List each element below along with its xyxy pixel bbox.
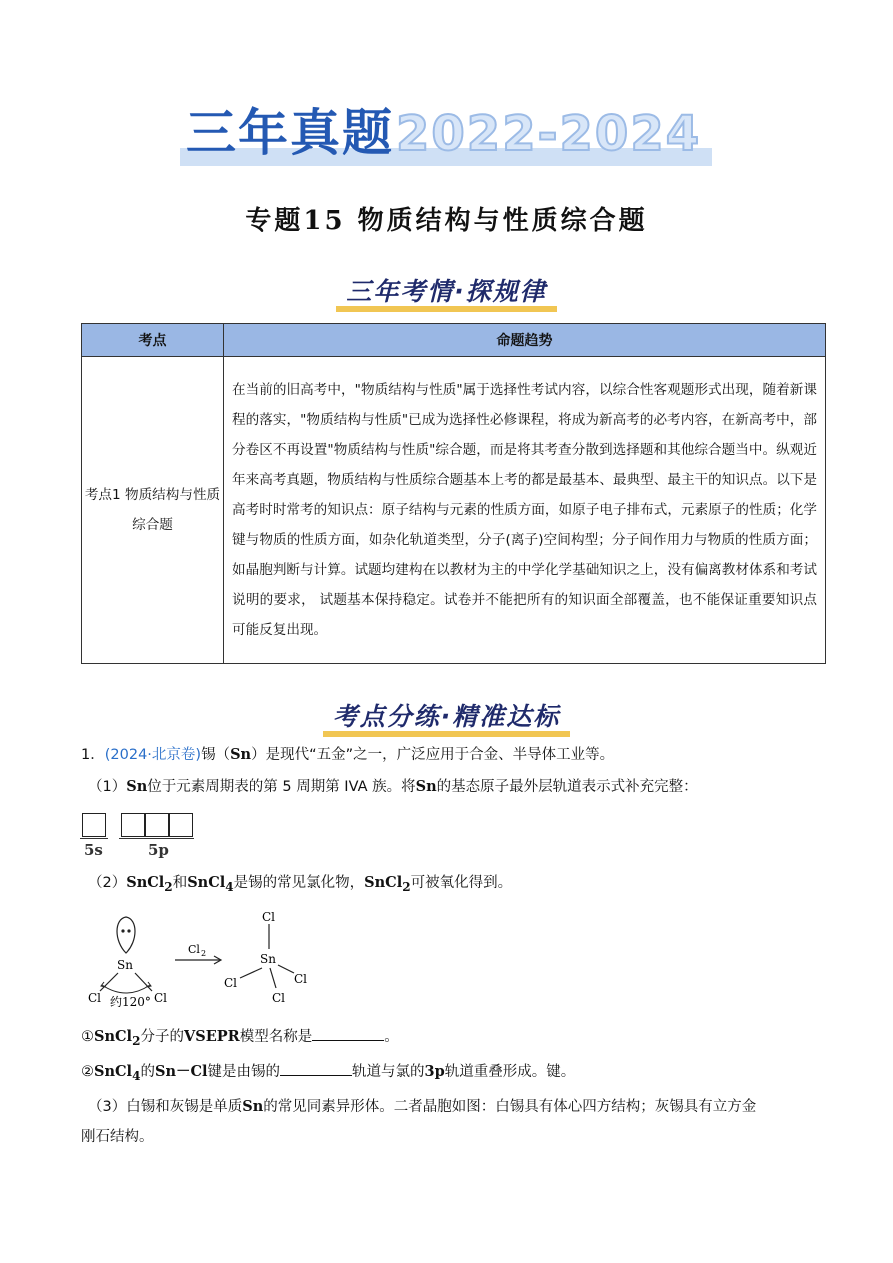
sn-atom-right: Sn (260, 952, 276, 966)
part-3-text-cont: 刚石结构。 (81, 1129, 154, 1145)
subscript-2: 2 (132, 1033, 141, 1048)
cl-atom: Cl (154, 991, 168, 1005)
orbital-underline-5s (80, 838, 108, 839)
sn-symbol: Sn (126, 778, 148, 795)
table-header-kaodian: 考点 (82, 324, 224, 357)
subscript-4: 4 (132, 1068, 141, 1083)
sncl2-to-sncl4-diagram (80, 905, 330, 1015)
part-1-text (88, 776, 698, 799)
circle-number-1: ① (81, 1029, 94, 1045)
banner-title-years: 2022-2024 (396, 106, 702, 162)
trend-cell: 在当前的旧高考中，"物质结构与性质"属于选择性考试内容，以综合性客观题形式出现，随着新课程的落实，"物质结构与性质"已成为选择性必修课程，将成为新高考的必考内容，在新高考中，部分卷区不再设置"物质结构与性质"综合题，而是将其考查分散到选择题和其他综合题当中。纵观近年来高考真题，物质结构与性质综合题基本上考的都是最基本、最典型、最主干的知识点。以下是高考时时常考的知识点：原子结构与元素的性质方面，如原子电子排布式，元素原子的性质；化学键与物质的性质方面，如杂化轨道类型，分子(离子)空间构型；分子间作用力与物质的性质方面；如晶胞判断与计算。试题均建构在以教材为主的中学化学基础知识之上，没有偏离教材体系和考试说明的要求， 试题基本保持稳定。试卷并不能把所有的知识面全部覆盖，也不能保证重要知识点可能反复出现。 (224, 357, 826, 664)
orbital-underline-5p (119, 838, 194, 839)
sub-2-text-c: 键是由锡的 (207, 1064, 281, 1080)
orbital-3p: 3p (424, 1063, 445, 1080)
sub-1-text-b: 分子的 (140, 1029, 184, 1045)
sub-2-text-b: 的 (140, 1064, 155, 1080)
part-1-text-c: 的基态原子最外层轨道表示式补充完整： (436, 779, 698, 795)
part-3-text (88, 1096, 756, 1119)
sn-atom-left: Sn (117, 958, 133, 972)
sn-cl-bond: Sn－Cl (154, 1063, 208, 1080)
table-header-trend: 命题趋势 (224, 324, 826, 357)
trend-table (81, 323, 826, 664)
bond-line (240, 968, 262, 978)
part-2-text-b: 和 (172, 875, 188, 891)
section-banner-trends: 三年考情·探规律 (0, 272, 893, 308)
reagent-cl2: Cl (188, 943, 200, 956)
sn-symbol: Sn (415, 778, 437, 795)
part-3-text-b: 的常见同素异形体。二者晶胞如图：白锡具有体心四方结构；灰锡具有立方金 (263, 1099, 757, 1115)
sub-2-text-d: 轨道与氯的 (352, 1064, 425, 1080)
question-source-link[interactable]: (2024·北京卷) (104, 747, 202, 763)
part-2-label: （2） (88, 875, 127, 891)
lone-pair-dot (127, 929, 130, 932)
circle-number-2: ② (81, 1064, 94, 1080)
orbital-label-5s: 5s (84, 841, 103, 859)
subscript-4: 4 (225, 879, 234, 894)
intro-text-b: ）是现代“五金”之一，广泛应用于合金、半导体工业等。 (251, 747, 615, 763)
banner-title-left: 三年真题 (186, 104, 394, 162)
sncl2-formula: SnCl (364, 874, 403, 891)
angle-label: 约120° (110, 995, 151, 1009)
subscript-2: 2 (164, 879, 173, 894)
bond-line (278, 965, 294, 973)
bond-line (270, 968, 276, 988)
part-2-text-d: 可被氧化得到。 (410, 875, 513, 891)
subquestion-2 (81, 1061, 575, 1085)
lone-pair-lobe (117, 917, 135, 953)
sncl4-formula: SnCl (94, 1063, 133, 1080)
answer-blank-2[interactable] (280, 1061, 352, 1076)
angle-arc (102, 985, 150, 993)
orbital-box-5p-2[interactable] (145, 813, 169, 837)
table-row (82, 357, 826, 664)
orbital-label-5p: 5p (148, 841, 169, 859)
cl-atom: Cl (262, 910, 276, 924)
sub-2-text-e: 轨道重叠形成。键。 (444, 1064, 576, 1080)
part-3-text-a: （3）白锡和灰锡是单质 (88, 1099, 243, 1115)
orbital-box-5p-3[interactable] (169, 813, 193, 837)
sn-symbol: Sn (230, 746, 252, 763)
sncl4-formula: SnCl (187, 874, 226, 891)
topic-title: 专题15 物质结构与性质综合题 (245, 206, 648, 236)
sn-symbol: Sn (242, 1098, 264, 1115)
cl-atom: Cl (224, 976, 238, 990)
vsepr-text: VSEPR (183, 1028, 240, 1045)
intro-text-a: 锡（ (201, 747, 231, 763)
orbital-box-5p-1[interactable] (121, 813, 145, 837)
reagent-subscript: 2 (201, 949, 207, 958)
cl-atom: Cl (294, 972, 308, 986)
sub-1-text-d: 。 (384, 1029, 399, 1045)
answer-blank-1[interactable] (312, 1026, 384, 1041)
section-banner-practice: 考点分练·精准达标 (0, 697, 893, 733)
orbital-box-5s[interactable] (82, 813, 106, 837)
sncl2-formula: SnCl (94, 1028, 133, 1045)
subquestion-1 (81, 1026, 399, 1050)
kaodian-cell: 考点1 物质结构与性质综合题 (82, 357, 224, 664)
question-1-intro (81, 744, 614, 767)
sncl2-formula: SnCl (126, 874, 165, 891)
cl-atom: Cl (272, 991, 286, 1005)
question-number: 1． (81, 747, 105, 763)
subscript-2: 2 (402, 879, 411, 894)
sub-1-text-c: 模型名称是 (239, 1029, 313, 1045)
cl-atom: Cl (88, 991, 102, 1005)
part-1-label: （1） (88, 779, 127, 795)
part-1-text-b: 位于元素周期表的第 5 周期第 IVA 族。将 (147, 779, 416, 795)
part-2-text-c: 是锡的常见氯化物， (233, 875, 365, 891)
lone-pair-dot (121, 929, 124, 932)
bond-line (100, 973, 118, 991)
part-2-text (88, 872, 512, 896)
